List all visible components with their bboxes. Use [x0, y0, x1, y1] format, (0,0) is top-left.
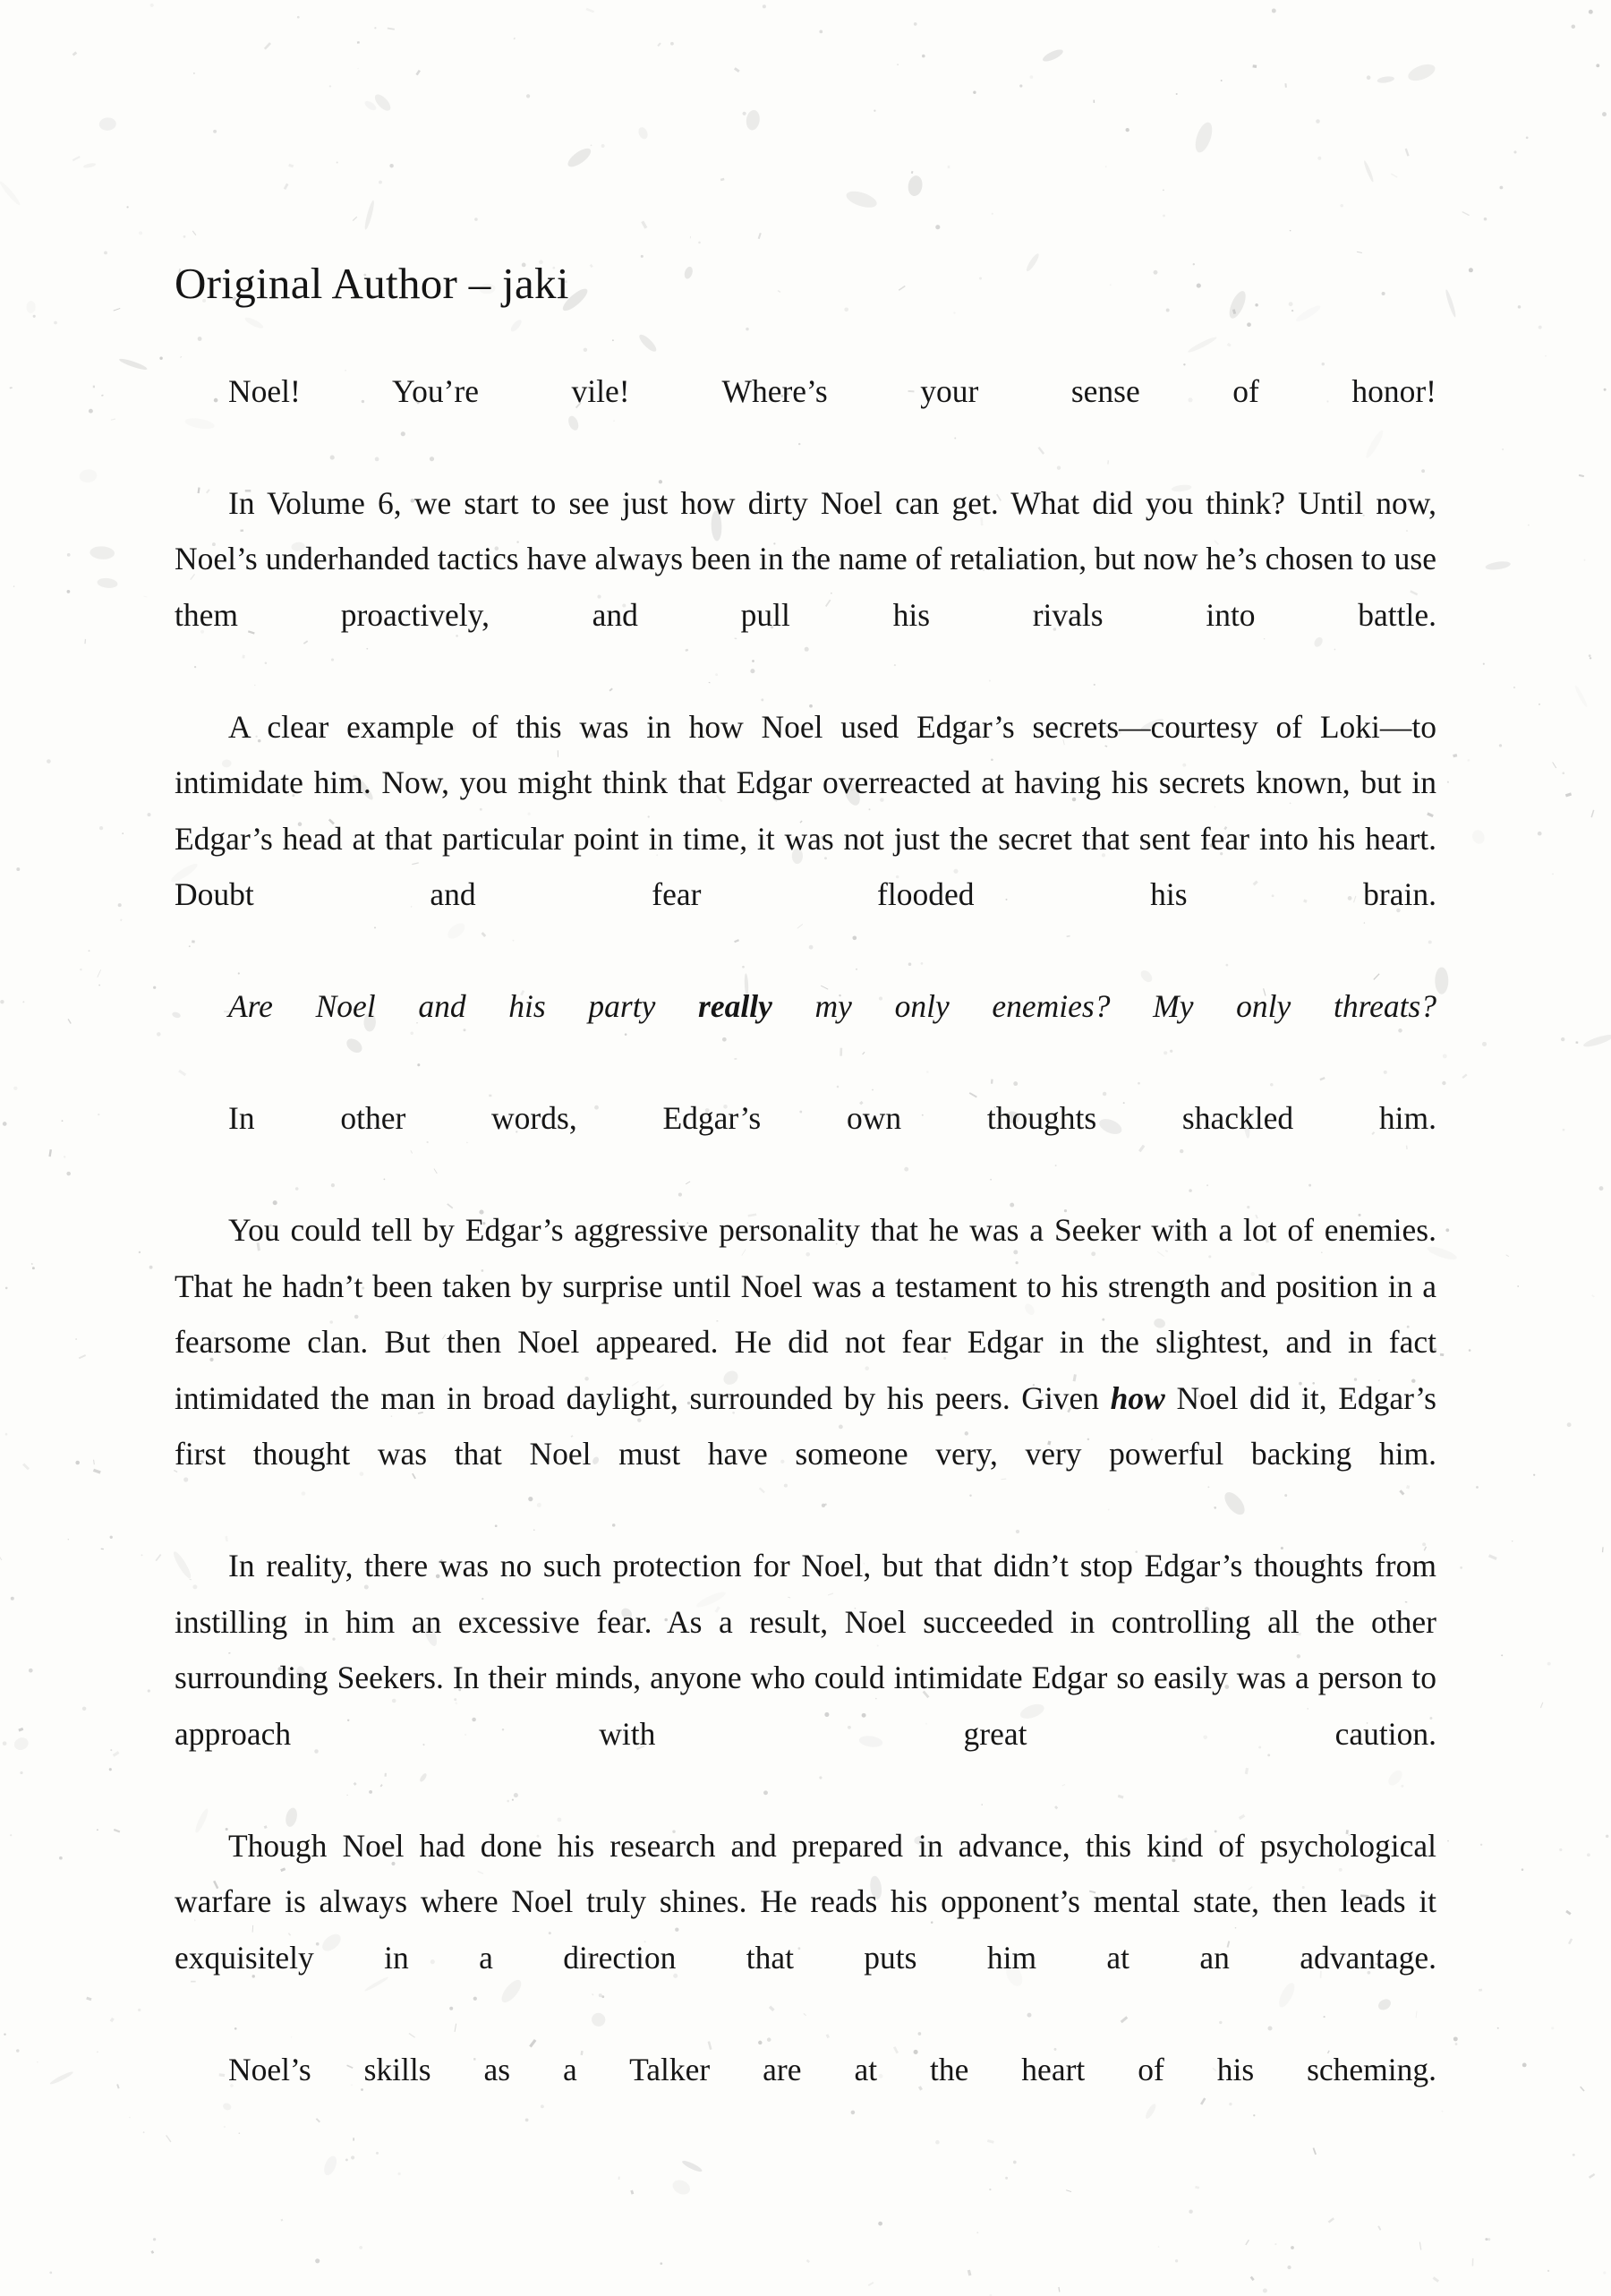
paragraph-7: In reality, there was no such protection for Noel, but that didn’t stop Edgar’s thoughts from instilling in him an excessive fear. As a result, Noel succeeded in controlling all the other surrounding Seekers. In their minds, anyone who could intimidate Edgar so easily was a person to approach with great caution. [175, 1548, 1436, 1752]
paragraph-6-seg-3: Noel did it, Edgar’s first thought was that Noel must have someone very, very powerful backing him. [175, 1379, 1436, 1472]
paragraph-2: In Volume 6, we start to see just how dirty Noel can get. What did you think? Until now, Noel’s underhanded tactics have always been in the name of retaliation, but now he’s chosen to use them proactively, and pull his rivals into battle. [175, 484, 1436, 633]
paragraph-5: In other words, Edgar’s own thoughts shackled him. [228, 1100, 1436, 1137]
page-title: Original Author – jaki [175, 259, 569, 308]
paragraph-6-emphasis: how [1110, 1379, 1165, 1416]
document-body [175, 260, 1436, 2154]
paragraph-4-inner-monologue [175, 978, 1436, 1090]
paragraph-3: A clear example of this was in how Noel used Edgar’s secrets—courtesy of Loki—to intimidate him. Now, you might think that Edgar overreacted at having his secrets known, but in Edgar’s head at that particular point in time, it was not just the secret that sent fear into his heart. Doubt and fear flooded his brain. [175, 708, 1436, 913]
paragraph-4-seg-3: my only enemies? My only threats? [771, 988, 1437, 1025]
paragraph-6-seg-1: You could tell by Edgar’s aggressive personality that he was a Seeker with a lot of enemies. That he hadn’t been taken by surprise until Noel was a testament to his strength and position in a fearsome clan. But then Noel appeared. He did not fear Edgar in the slightest, and in fact intimidated the man in broad daylight, surrounded by his peers. Given [175, 1212, 1436, 1416]
paragraph-6 [175, 1202, 1436, 1538]
paragraph-4-seg-1: Are Noel and his party [228, 988, 699, 1025]
paragraph-1: Noel! You’re vile! Where’s your sense of honor! [228, 372, 1436, 409]
paragraph-8: Though Noel had done his research and prepared in advance, this kind of psychological warfare is always where Noel truly shines. He reads his opponent’s mental state, then leads it exquisitely in a direction that puts him at an advantage. [175, 1827, 1436, 1976]
paragraph-9: Noel’s skills as a Talker are at the heart of his scheming. [228, 2051, 1436, 2087]
paragraph-4-emphasis: really [698, 988, 772, 1025]
